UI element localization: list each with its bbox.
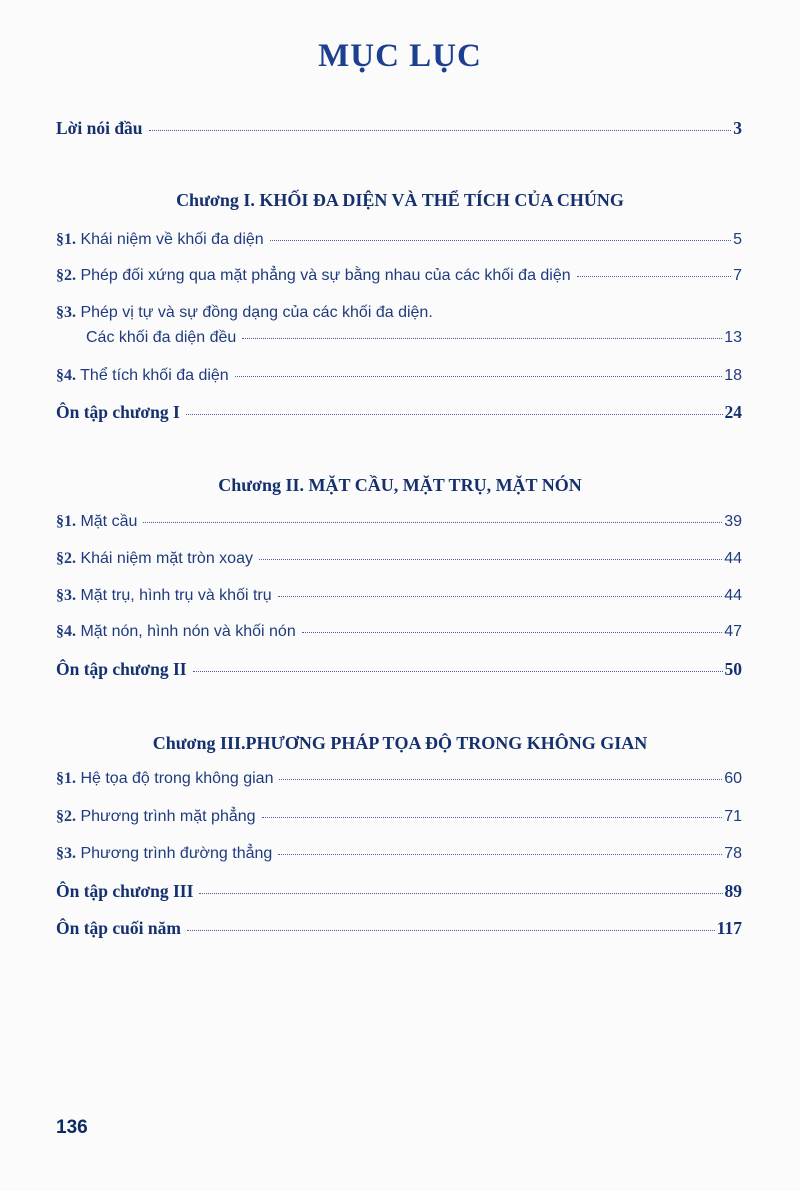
dot-leader [279, 779, 722, 780]
section-mark: §1. [56, 770, 76, 787]
toc-entry-preface[interactable] [56, 118, 742, 139]
dot-leader [262, 817, 723, 818]
dot-leader [259, 559, 722, 560]
toc-label: Khái niệm về khối đa diện [76, 231, 264, 248]
toc-page: 50 [724, 659, 742, 679]
toc-page: 89 [724, 881, 742, 901]
chapter-heading-3: Chương III.PHƯƠNG PHÁP TỌA ĐỘ TRONG KHÔNG GIAN [152, 733, 648, 753]
section-mark: §3. [56, 845, 76, 862]
toc-label: Ôn tập chương II [56, 659, 187, 679]
section-mark: §2. [56, 267, 76, 284]
dot-leader [235, 376, 723, 377]
chapter-heading-2: Chương II. MẶT CẦU, MẶT TRỤ, MẶT NÓN [218, 475, 582, 495]
toc-page: 117 [716, 918, 742, 938]
toc-label: Mặt nón, hình nón và khối nón [76, 623, 296, 640]
toc-label: Khái niệm mặt tròn xoay [76, 550, 253, 567]
toc-label: Hệ tọa độ trong không gian [76, 770, 274, 787]
toc-label: Phương trình đường thẳng [76, 845, 273, 862]
toc-label: Phép đối xứng qua mặt phẳng và sự bằng nhau của các khối đa diện [76, 267, 571, 284]
section-mark: §2. [56, 808, 76, 825]
dot-leader [143, 522, 722, 523]
toc-entry-ch3-s1[interactable] [56, 770, 742, 788]
dot-leader [577, 276, 731, 277]
section-mark: §1. [56, 231, 76, 248]
toc-entry-final-review[interactable] [56, 918, 742, 939]
toc-entry-ch1-review[interactable] [56, 402, 742, 423]
toc-page: 71 [724, 808, 742, 825]
section-mark: §3. [56, 587, 76, 604]
section-mark: §2. [56, 550, 76, 567]
dot-leader [278, 596, 723, 597]
toc-label: Phép vị tự và sự đồng dạng của các khối đa diện. [76, 304, 433, 321]
toc-page: 5 [733, 231, 742, 248]
section-mark: §3. [56, 304, 76, 321]
toc-page: 39 [724, 513, 742, 530]
page-number: 136 [56, 1117, 88, 1138]
toc-label: Mặt trụ, hình trụ và khối trụ [76, 587, 272, 604]
dot-leader [187, 930, 715, 931]
toc-entry-ch3-s2[interactable] [56, 808, 742, 826]
toc-page: 47 [724, 623, 742, 640]
toc-label: Ôn tập cuối năm [56, 918, 181, 938]
section-mark: §1. [56, 513, 76, 530]
toc-label: Lời nói đầu [56, 118, 143, 138]
toc-page: 44 [724, 587, 742, 604]
toc-entry-ch1-s4[interactable] [56, 367, 742, 385]
toc-entry-ch2-s2[interactable] [56, 550, 742, 568]
toc-label: Các khối đa diện đều [86, 329, 237, 346]
section-mark: §4. [56, 367, 76, 384]
toc-entry-ch1-s2[interactable] [56, 267, 742, 285]
toc-entry-ch1-s3-line2[interactable] [86, 329, 742, 347]
toc-page: 78 [724, 845, 742, 862]
page-title: MỤC LỤC [318, 38, 482, 74]
toc-page: 3 [733, 118, 742, 138]
toc-page: 60 [724, 770, 742, 787]
dot-leader [199, 893, 722, 894]
toc-entry-ch2-s1[interactable] [56, 513, 742, 531]
toc-entry-ch2-s4[interactable] [56, 623, 742, 641]
toc-entry-ch1-s1[interactable] [56, 231, 742, 249]
toc-entry-ch2-s3[interactable] [56, 587, 742, 605]
toc-page: 44 [724, 550, 742, 567]
toc-page: 24 [724, 402, 742, 422]
toc-entry-ch3-review[interactable] [56, 881, 742, 902]
toc-label: Ôn tập chương I [56, 402, 180, 422]
toc-label: Mặt cầu [76, 513, 138, 530]
dot-leader [270, 240, 731, 241]
toc-label: Phương trình mặt phẳng [76, 808, 256, 825]
toc-entry-ch3-s3[interactable] [56, 845, 742, 863]
toc-page: 18 [724, 367, 742, 384]
toc-label: Ôn tập chương III [56, 881, 194, 901]
section-mark: §4. [56, 623, 76, 640]
dot-leader [186, 414, 723, 415]
toc-entry-ch2-review[interactable] [56, 659, 742, 680]
dot-leader [149, 130, 732, 131]
dot-leader [193, 671, 723, 672]
toc-page: 13 [724, 329, 742, 346]
dot-leader [278, 854, 722, 855]
chapter-heading-1: Chương I. KHỐI ĐA DIỆN VÀ THỂ TÍCH CỦA CHÚNG [176, 190, 624, 210]
dot-leader [302, 632, 722, 633]
dot-leader [242, 338, 722, 339]
toc-label: Thể tích khối đa diện [76, 367, 229, 384]
toc-entry-ch1-s3-line1[interactable] [56, 304, 742, 322]
toc-page: 7 [733, 267, 742, 284]
